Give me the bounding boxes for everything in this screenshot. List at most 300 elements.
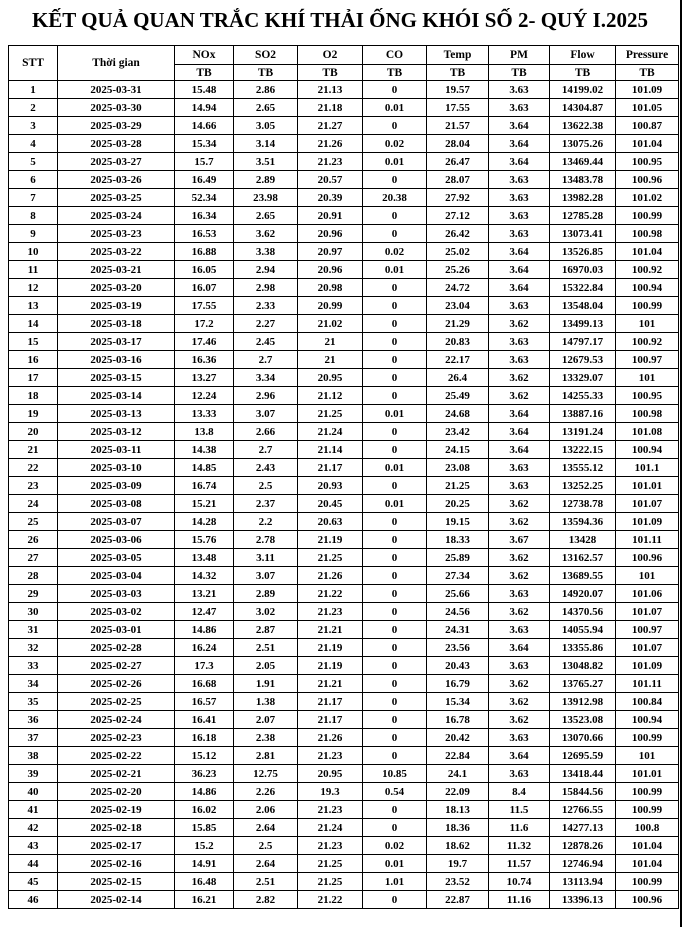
cell-stt: 23: [9, 477, 58, 495]
table-row: [9, 765, 679, 783]
cell-so2: 3.07: [234, 405, 298, 423]
table-row: [9, 423, 679, 441]
cell-pressure: 101.11: [616, 531, 679, 549]
cell-nox: 15.76: [175, 531, 234, 549]
cell-o2: 21.14: [298, 441, 363, 459]
cell-o2: 21.19: [298, 531, 363, 549]
cell-pm: 3.63: [489, 297, 550, 315]
cell-nox: 16.24: [175, 639, 234, 657]
cell-pm: 3.63: [489, 477, 550, 495]
cell-date: 2025-02-27: [58, 657, 175, 675]
cell-so2: 2.65: [234, 207, 298, 225]
cell-o2: 21.24: [298, 819, 363, 837]
cell-nox: 52.34: [175, 189, 234, 207]
cell-o2: 21.26: [298, 567, 363, 585]
table-row: [9, 207, 679, 225]
cell-flow: 13222.15: [550, 441, 616, 459]
cell-pm: 3.64: [489, 135, 550, 153]
cell-co: 0: [363, 279, 427, 297]
cell-date: 2025-03-28: [58, 135, 175, 153]
cell-temp: 20.25: [427, 495, 489, 513]
cell-pressure: 100.94: [616, 279, 679, 297]
cell-nox: 15.7: [175, 153, 234, 171]
cell-nox: 36.23: [175, 765, 234, 783]
cell-pm: 3.63: [489, 657, 550, 675]
cell-nox: 15.85: [175, 819, 234, 837]
cell-stt: 26: [9, 531, 58, 549]
cell-pressure: 101.06: [616, 585, 679, 603]
cell-pressure: 101.02: [616, 189, 679, 207]
table-row: [9, 459, 679, 477]
cell-co: 1.01: [363, 873, 427, 891]
cell-stt: 21: [9, 441, 58, 459]
cell-nox: 16.05: [175, 261, 234, 279]
cell-flow: 16970.03: [550, 261, 616, 279]
cell-flow: 13555.12: [550, 459, 616, 477]
cell-stt: 7: [9, 189, 58, 207]
cell-pm: 3.62: [489, 549, 550, 567]
cell-pm: 3.63: [489, 333, 550, 351]
cell-temp: 20.43: [427, 657, 489, 675]
table-row: [9, 783, 679, 801]
cell-so2: 2.94: [234, 261, 298, 279]
cell-o2: 21.02: [298, 315, 363, 333]
cell-nox: 16.21: [175, 891, 234, 909]
cell-co: 0: [363, 531, 427, 549]
cell-so2: 3.51: [234, 153, 298, 171]
cell-o2: 21.19: [298, 639, 363, 657]
cell-so2: 23.98: [234, 189, 298, 207]
cell-temp: 27.12: [427, 207, 489, 225]
cell-co: 0: [363, 711, 427, 729]
cell-stt: 29: [9, 585, 58, 603]
cell-date: 2025-03-15: [58, 369, 175, 387]
cell-so2: 2.43: [234, 459, 298, 477]
cell-co: 0.54: [363, 783, 427, 801]
cell-stt: 11: [9, 261, 58, 279]
cell-so2: 12.75: [234, 765, 298, 783]
cell-date: 2025-02-17: [58, 837, 175, 855]
cell-flow: 13887.16: [550, 405, 616, 423]
cell-flow: 13912.98: [550, 693, 616, 711]
cell-flow: 13622.38: [550, 117, 616, 135]
cell-o2: 20.57: [298, 171, 363, 189]
header-o2: O2: [298, 46, 363, 65]
cell-date: 2025-03-29: [58, 117, 175, 135]
cell-so2: 2.37: [234, 495, 298, 513]
cell-stt: 32: [9, 639, 58, 657]
cell-flow: 14920.07: [550, 585, 616, 603]
table-row: [9, 297, 679, 315]
cell-stt: 3: [9, 117, 58, 135]
header-so2: SO2: [234, 46, 298, 65]
cell-pressure: 101.04: [616, 837, 679, 855]
cell-flow: 13499.13: [550, 315, 616, 333]
cell-date: 2025-02-20: [58, 783, 175, 801]
cell-date: 2025-02-15: [58, 873, 175, 891]
cell-temp: 27.34: [427, 567, 489, 585]
cell-date: 2025-03-03: [58, 585, 175, 603]
cell-o2: 21.23: [298, 747, 363, 765]
cell-date: 2025-03-16: [58, 351, 175, 369]
cell-pm: 11.5: [489, 801, 550, 819]
cell-pm: 3.62: [489, 513, 550, 531]
cell-pressure: 100.99: [616, 207, 679, 225]
cell-pm: 3.64: [489, 279, 550, 297]
cell-temp: 21.57: [427, 117, 489, 135]
cell-nox: 16.07: [175, 279, 234, 297]
cell-so2: 3.14: [234, 135, 298, 153]
header-sub-tb: TB: [550, 65, 616, 81]
cell-so2: 2.7: [234, 351, 298, 369]
cell-co: 0: [363, 801, 427, 819]
cell-flow: 12878.26: [550, 837, 616, 855]
cell-co: 0: [363, 117, 427, 135]
cell-o2: 21.23: [298, 603, 363, 621]
table-row: [9, 819, 679, 837]
cell-so2: 2.81: [234, 747, 298, 765]
cell-nox: 14.94: [175, 99, 234, 117]
cell-date: 2025-03-25: [58, 189, 175, 207]
cell-date: 2025-03-23: [58, 225, 175, 243]
cell-pm: 3.62: [489, 315, 550, 333]
cell-pressure: 100.94: [616, 711, 679, 729]
cell-so2: 2.27: [234, 315, 298, 333]
cell-o2: 20.99: [298, 297, 363, 315]
cell-temp: 23.56: [427, 639, 489, 657]
cell-co: 0.01: [363, 855, 427, 873]
cell-date: 2025-03-18: [58, 315, 175, 333]
header-time: Thời gian: [58, 46, 175, 81]
cell-co: 0: [363, 387, 427, 405]
cell-so2: 2.86: [234, 81, 298, 99]
cell-pm: 3.63: [489, 621, 550, 639]
cell-nox: 14.86: [175, 783, 234, 801]
cell-o2: 20.96: [298, 261, 363, 279]
cell-so2: 2.38: [234, 729, 298, 747]
cell-stt: 24: [9, 495, 58, 513]
table-row: [9, 801, 679, 819]
cell-date: 2025-03-10: [58, 459, 175, 477]
cell-temp: 27.92: [427, 189, 489, 207]
cell-temp: 26.47: [427, 153, 489, 171]
cell-stt: 30: [9, 603, 58, 621]
cell-co: 0: [363, 567, 427, 585]
cell-pm: 3.62: [489, 387, 550, 405]
cell-date: 2025-02-26: [58, 675, 175, 693]
cell-temp: 22.87: [427, 891, 489, 909]
cell-stt: 14: [9, 315, 58, 333]
table-row: [9, 729, 679, 747]
cell-so2: 3.11: [234, 549, 298, 567]
cell-pm: 3.63: [489, 729, 550, 747]
header-sub-tb: TB: [616, 65, 679, 81]
cell-co: 0.01: [363, 153, 427, 171]
cell-pm: 3.64: [489, 639, 550, 657]
cell-so2: 2.5: [234, 477, 298, 495]
cell-co: 0: [363, 747, 427, 765]
cell-co: 0.01: [363, 99, 427, 117]
page-right-border: [680, 0, 682, 927]
cell-flow: 15844.56: [550, 783, 616, 801]
cell-flow: 13073.41: [550, 225, 616, 243]
cell-temp: 23.52: [427, 873, 489, 891]
cell-temp: 25.02: [427, 243, 489, 261]
cell-pm: 3.62: [489, 675, 550, 693]
cell-temp: 15.34: [427, 693, 489, 711]
cell-pm: 3.64: [489, 423, 550, 441]
cell-pressure: 100.87: [616, 117, 679, 135]
cell-pm: 11.6: [489, 819, 550, 837]
cell-nox: 15.2: [175, 837, 234, 855]
cell-co: 0: [363, 891, 427, 909]
cell-so2: 3.07: [234, 567, 298, 585]
cell-stt: 43: [9, 837, 58, 855]
cell-so2: 2.66: [234, 423, 298, 441]
table-row: [9, 549, 679, 567]
cell-flow: 14199.02: [550, 81, 616, 99]
cell-co: 0: [363, 225, 427, 243]
cell-o2: 21.17: [298, 693, 363, 711]
cell-o2: 20.93: [298, 477, 363, 495]
cell-stt: 25: [9, 513, 58, 531]
cell-so2: 2.06: [234, 801, 298, 819]
cell-co: 0: [363, 657, 427, 675]
cell-flow: 13689.55: [550, 567, 616, 585]
cell-so2: 2.07: [234, 711, 298, 729]
cell-temp: 20.42: [427, 729, 489, 747]
cell-stt: 12: [9, 279, 58, 297]
cell-o2: 20.45: [298, 495, 363, 513]
cell-co: 0: [363, 369, 427, 387]
table-row: [9, 837, 679, 855]
header-pressure: Pressure: [616, 46, 679, 65]
cell-temp: 22.84: [427, 747, 489, 765]
cell-pressure: 101.09: [616, 81, 679, 99]
cell-flow: 12746.94: [550, 855, 616, 873]
cell-temp: 19.57: [427, 81, 489, 99]
cell-nox: 14.32: [175, 567, 234, 585]
table-row: [9, 405, 679, 423]
cell-pressure: 100.97: [616, 351, 679, 369]
cell-co: 0.02: [363, 243, 427, 261]
table-row: [9, 171, 679, 189]
cell-nox: 16.74: [175, 477, 234, 495]
cell-stt: 22: [9, 459, 58, 477]
cell-nox: 12.47: [175, 603, 234, 621]
cell-co: 0.01: [363, 405, 427, 423]
cell-date: 2025-02-19: [58, 801, 175, 819]
cell-stt: 18: [9, 387, 58, 405]
cell-co: 0: [363, 819, 427, 837]
cell-flow: 13075.26: [550, 135, 616, 153]
cell-nox: 13.8: [175, 423, 234, 441]
cell-pressure: 101.01: [616, 477, 679, 495]
cell-pm: 3.64: [489, 441, 550, 459]
cell-pm: 3.63: [489, 81, 550, 99]
cell-pm: 3.62: [489, 567, 550, 585]
cell-co: 0: [363, 351, 427, 369]
cell-date: 2025-02-21: [58, 765, 175, 783]
cell-nox: 16.02: [175, 801, 234, 819]
cell-pressure: 101.04: [616, 135, 679, 153]
table-row: [9, 243, 679, 261]
cell-nox: 16.18: [175, 729, 234, 747]
cell-o2: 21.27: [298, 117, 363, 135]
cell-so2: 2.51: [234, 639, 298, 657]
cell-so2: 1.38: [234, 693, 298, 711]
header-nox: NOx: [175, 46, 234, 65]
header-co: CO: [363, 46, 427, 65]
cell-temp: 18.33: [427, 531, 489, 549]
cell-stt: 40: [9, 783, 58, 801]
cell-nox: 14.86: [175, 621, 234, 639]
cell-temp: 21.29: [427, 315, 489, 333]
table-row: [9, 135, 679, 153]
table-row: [9, 513, 679, 531]
cell-pm: 3.64: [489, 117, 550, 135]
cell-nox: 16.48: [175, 873, 234, 891]
cell-pm: 3.62: [489, 603, 550, 621]
cell-pm: 3.63: [489, 189, 550, 207]
cell-temp: 18.13: [427, 801, 489, 819]
cell-stt: 36: [9, 711, 58, 729]
cell-temp: 23.08: [427, 459, 489, 477]
cell-o2: 19.3: [298, 783, 363, 801]
cell-pressure: 100.95: [616, 387, 679, 405]
cell-stt: 35: [9, 693, 58, 711]
cell-stt: 28: [9, 567, 58, 585]
cell-so2: 2.51: [234, 873, 298, 891]
cell-pressure: 101: [616, 747, 679, 765]
header-sub-tb: TB: [234, 65, 298, 81]
cell-so2: 2.2: [234, 513, 298, 531]
cell-o2: 21.17: [298, 711, 363, 729]
cell-temp: 23.04: [427, 297, 489, 315]
cell-pressure: 101: [616, 369, 679, 387]
cell-pm: 11.32: [489, 837, 550, 855]
cell-so2: 2.64: [234, 819, 298, 837]
cell-flow: 13113.94: [550, 873, 616, 891]
cell-temp: 16.78: [427, 711, 489, 729]
cell-flow: 13526.85: [550, 243, 616, 261]
cell-date: 2025-02-14: [58, 891, 175, 909]
cell-o2: 20.98: [298, 279, 363, 297]
monitoring-table: [8, 45, 679, 909]
table-row: [9, 693, 679, 711]
cell-flow: 12695.59: [550, 747, 616, 765]
cell-flow: 14055.94: [550, 621, 616, 639]
cell-flow: 13355.86: [550, 639, 616, 657]
cell-nox: 16.57: [175, 693, 234, 711]
cell-flow: 14370.56: [550, 603, 616, 621]
cell-o2: 20.96: [298, 225, 363, 243]
cell-pressure: 101.09: [616, 513, 679, 531]
cell-so2: 2.33: [234, 297, 298, 315]
cell-so2: 2.78: [234, 531, 298, 549]
cell-co: 0: [363, 477, 427, 495]
cell-stt: 45: [9, 873, 58, 891]
cell-so2: 2.89: [234, 585, 298, 603]
cell-so2: 2.87: [234, 621, 298, 639]
cell-pm: 3.63: [489, 765, 550, 783]
cell-so2: 2.65: [234, 99, 298, 117]
cell-temp: 28.04: [427, 135, 489, 153]
cell-temp: 19.15: [427, 513, 489, 531]
cell-nox: 16.68: [175, 675, 234, 693]
cell-co: 0: [363, 729, 427, 747]
cell-date: 2025-02-24: [58, 711, 175, 729]
cell-nox: 13.33: [175, 405, 234, 423]
cell-o2: 21.17: [298, 459, 363, 477]
page-title: KẾT QUẢ QUAN TRẮC KHÍ THẢI ỐNG KHÓI SỐ 2- QUÝ I.2025: [31, 8, 649, 32]
table-row: [9, 639, 679, 657]
cell-pressure: 100.99: [616, 873, 679, 891]
cell-temp: 25.49: [427, 387, 489, 405]
cell-o2: 21.23: [298, 801, 363, 819]
cell-flow: 13396.13: [550, 891, 616, 909]
cell-so2: 2.7: [234, 441, 298, 459]
cell-nox: 12.24: [175, 387, 234, 405]
cell-pm: 3.67: [489, 531, 550, 549]
cell-pressure: 101.07: [616, 603, 679, 621]
cell-nox: 13.27: [175, 369, 234, 387]
cell-stt: 46: [9, 891, 58, 909]
table-row: [9, 711, 679, 729]
cell-nox: 17.2: [175, 315, 234, 333]
cell-pressure: 100.99: [616, 729, 679, 747]
cell-pressure: 101.07: [616, 495, 679, 513]
cell-pressure: 100.98: [616, 225, 679, 243]
header-stt: STT: [9, 46, 58, 81]
cell-so2: 1.91: [234, 675, 298, 693]
cell-flow: 14277.13: [550, 819, 616, 837]
cell-flow: 14797.17: [550, 333, 616, 351]
cell-pressure: 100.96: [616, 549, 679, 567]
cell-pressure: 101.09: [616, 657, 679, 675]
cell-o2: 21.21: [298, 675, 363, 693]
cell-temp: 18.62: [427, 837, 489, 855]
cell-date: 2025-03-13: [58, 405, 175, 423]
cell-date: 2025-03-01: [58, 621, 175, 639]
cell-temp: 23.42: [427, 423, 489, 441]
cell-so2: 3.02: [234, 603, 298, 621]
cell-nox: 14.85: [175, 459, 234, 477]
cell-stt: 31: [9, 621, 58, 639]
cell-stt: 13: [9, 297, 58, 315]
header-temp: Temp: [427, 46, 489, 65]
header-sub-tb: TB: [363, 65, 427, 81]
cell-date: 2025-02-16: [58, 855, 175, 873]
cell-pm: 3.62: [489, 711, 550, 729]
cell-pm: 3.63: [489, 225, 550, 243]
cell-co: 0: [363, 549, 427, 567]
header-sub-tb: TB: [298, 65, 363, 81]
table-row: [9, 441, 679, 459]
cell-pressure: 101.07: [616, 639, 679, 657]
cell-flow: 13191.24: [550, 423, 616, 441]
cell-co: 0: [363, 315, 427, 333]
cell-pressure: 101.04: [616, 243, 679, 261]
cell-stt: 17: [9, 369, 58, 387]
header-flow: Flow: [550, 46, 616, 65]
header-sub-tb: TB: [427, 65, 489, 81]
cell-nox: 14.38: [175, 441, 234, 459]
cell-co: 0.01: [363, 495, 427, 513]
cell-date: 2025-02-23: [58, 729, 175, 747]
cell-temp: 25.26: [427, 261, 489, 279]
cell-flow: 13329.07: [550, 369, 616, 387]
